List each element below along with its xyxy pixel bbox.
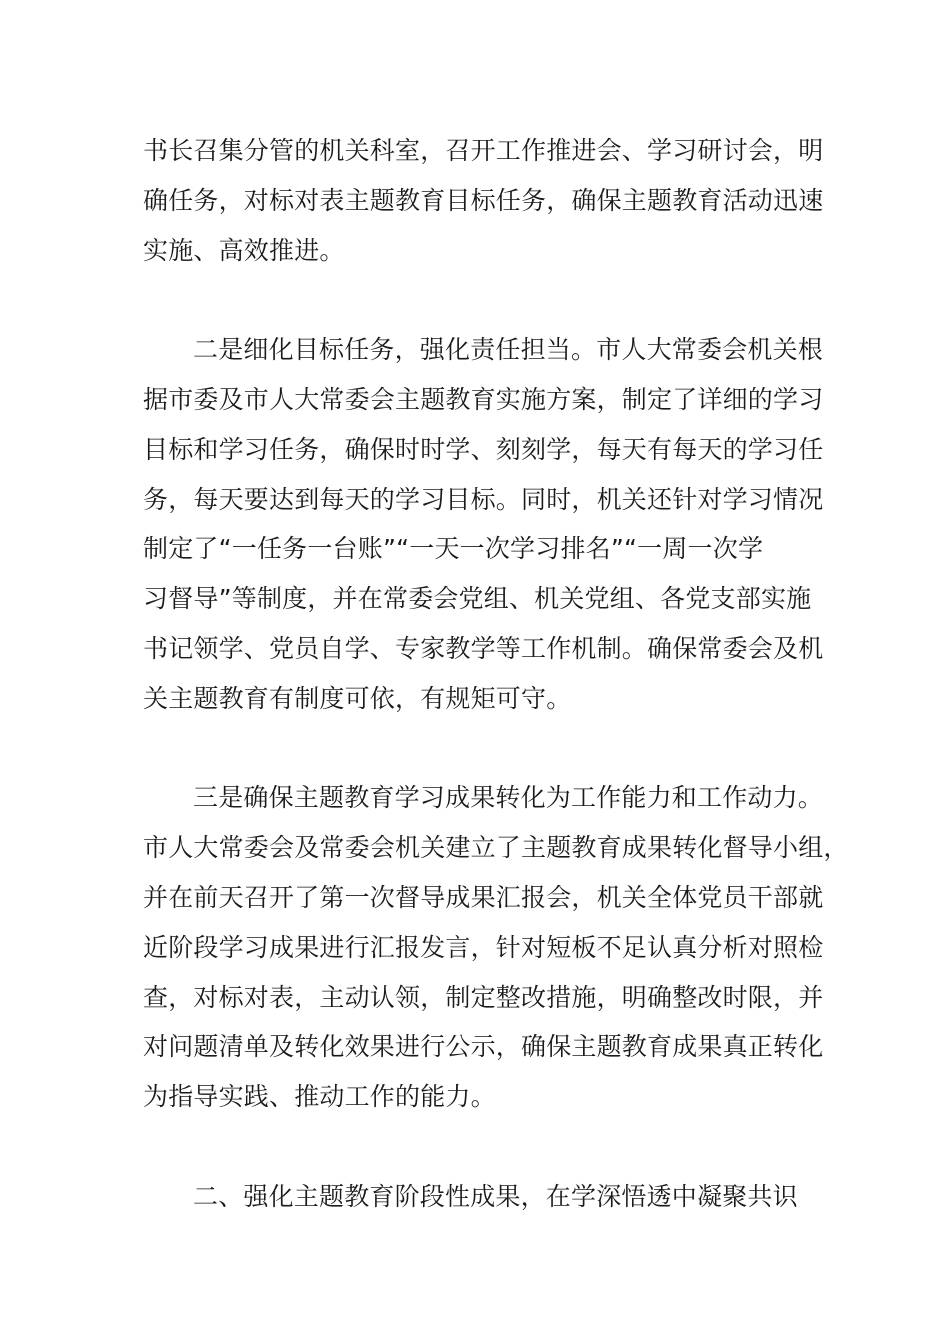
text-line: 并在前天召开了第一次督导成果汇报会，机关全体党员干部就: [143, 882, 824, 912]
text-line: 关主题教育有制度可依，有规矩可守。: [143, 683, 572, 713]
text-line: 务，每天要达到每天的学习目标。同时，机关还针对学习情况: [143, 484, 824, 514]
text-line: 市人大常委会及常委会机关建立了主题教育成果转化督导小组，: [143, 833, 849, 863]
text-line: 二是细化目标任务，强化责任担当。市人大常委会机关根: [193, 335, 824, 365]
paragraph-spacer: [143, 275, 808, 325]
text-line: 习督导”等制度，并在常委会党组、机关党组、各党支部实施: [143, 584, 812, 614]
text-line: 查，对标对表，主动认领，制定整改措施，明确整改时限，并: [143, 982, 824, 1012]
text-line: 三是确保主题教育学习成果转化为工作能力和工作动力。: [193, 783, 824, 813]
text-line: 制定了“一任务一台账”“一天一次学习排名”“一周一次学: [143, 534, 764, 564]
document-body: [143, 126, 849, 1222]
paragraph-spacer: [143, 1122, 808, 1172]
paragraph-2: [143, 325, 824, 723]
text-line: 据市委及市人大常委会主题教育实施方案，制定了详细的学习: [143, 384, 824, 414]
paragraph-spacer: [143, 724, 808, 774]
text-line: 对问题清单及转化效果进行公示，确保主题教育成果真正转化: [143, 1032, 824, 1062]
text-line: 近阶段学习成果进行汇报发言，针对短板不足认真分析对照检: [143, 932, 824, 962]
text-line: 确任务，对标对表主题教育目标任务，确保主题教育活动迅速: [143, 185, 824, 215]
text-line: 书记领学、党员自学、专家教学等工作机制。确保常委会及机: [143, 633, 824, 663]
section-heading: [143, 1172, 808, 1222]
paragraph-1: [143, 126, 824, 275]
text-line: 书长召集分管的机关科室，召开工作推进会、学习研讨会，明: [143, 136, 824, 165]
text-line: 实施、高效推进。: [143, 235, 345, 265]
heading-line: 二、强化主题教育阶段性成果，在学深悟透中凝聚共识: [193, 1181, 798, 1211]
paragraph-3: [143, 773, 849, 1122]
text-line: 为指导实践、推动工作的能力。: [143, 1082, 496, 1112]
text-line: 目标和学习任务，确保时时学、刻刻学，每天有每天的学习任: [143, 434, 824, 464]
